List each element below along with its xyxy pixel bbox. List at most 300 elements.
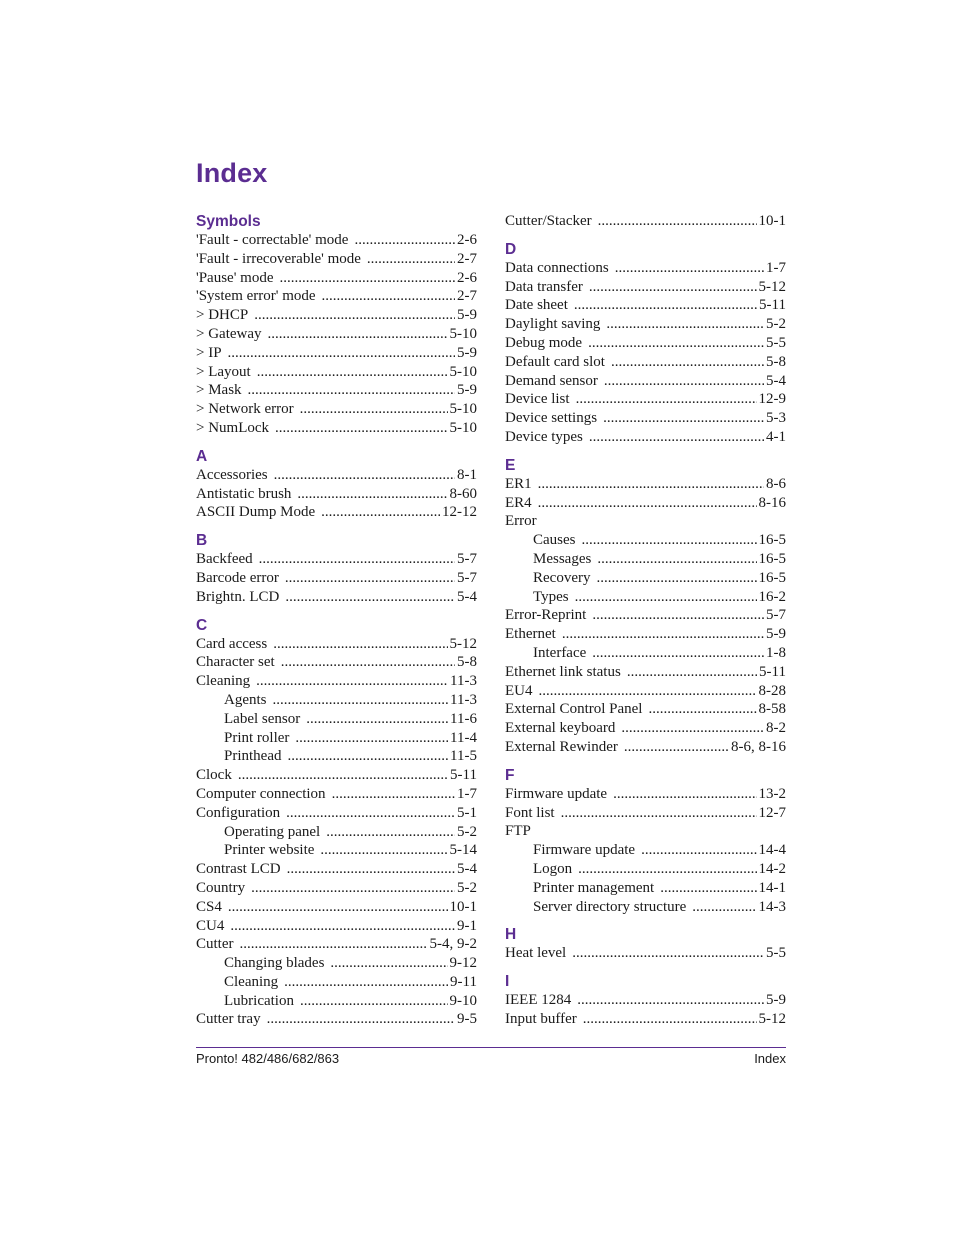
page-footer <box>196 1051 786 1066</box>
dot-leader <box>621 719 764 738</box>
entry-page-ref: 2-7 <box>457 250 477 267</box>
entry-page-ref: 5-8 <box>766 353 786 370</box>
entry-term: Types <box>533 588 569 605</box>
entry-page-ref: 11-3 <box>450 673 477 690</box>
index-entry <box>505 700 786 719</box>
dot-leader <box>615 259 764 278</box>
entry-page-ref: 5-2 <box>457 879 477 896</box>
dot-leader <box>648 700 756 719</box>
entry-term: Cutter tray <box>196 1011 261 1028</box>
index-subentry <box>196 729 477 748</box>
index-entry <box>196 231 477 250</box>
entry-page-ref: 8-1 <box>457 466 477 483</box>
entry-page-ref: 9-12 <box>449 955 477 972</box>
entry-term: Printer management <box>533 879 655 896</box>
dot-leader <box>575 588 757 607</box>
entry-term: Printer website <box>224 842 315 859</box>
index-entry <box>196 785 477 804</box>
dot-leader <box>320 841 447 860</box>
entry-term: FTP <box>505 823 531 840</box>
dot-leader <box>354 231 455 250</box>
index-subentry <box>196 747 477 766</box>
entry-term: Card access <box>196 635 268 652</box>
index-entry <box>196 898 477 917</box>
entry-term: Backfeed <box>196 551 253 568</box>
dot-leader <box>641 841 756 860</box>
index-subentry <box>196 992 477 1011</box>
entry-page-ref: 5-5 <box>766 945 786 962</box>
dot-leader <box>259 550 455 569</box>
dot-leader <box>287 860 455 879</box>
entry-term: Cleaning <box>196 673 251 690</box>
dot-leader <box>248 381 455 400</box>
entry-term: > Layout <box>196 363 251 380</box>
entry-page-ref: 5-9 <box>766 626 786 643</box>
index-subentry <box>196 841 477 860</box>
entry-page-ref: 12-12 <box>442 504 477 521</box>
entry-term: Messages <box>533 550 592 567</box>
index-entry <box>505 390 786 409</box>
entry-page-ref: 5-8 <box>457 654 477 671</box>
dot-leader <box>230 917 455 936</box>
entry-term: Font list <box>505 804 555 821</box>
entry-term: External keyboard <box>505 720 616 737</box>
dot-leader <box>597 550 756 569</box>
entry-term: Cutter/Stacker <box>505 213 592 229</box>
entry-page-ref: 11-4 <box>450 729 477 746</box>
index-entry <box>505 315 786 334</box>
dot-leader <box>295 729 448 748</box>
dot-leader <box>284 973 448 992</box>
index-entry <box>505 428 786 447</box>
entry-page-ref: 5-11 <box>759 297 786 314</box>
index-subentry <box>505 898 786 917</box>
entry-page-ref: 2-6 <box>457 232 477 248</box>
index-entry <box>505 353 786 372</box>
entry-term: Device settings <box>505 410 598 427</box>
index-section <box>505 972 786 1029</box>
dot-leader <box>330 954 447 973</box>
dot-leader <box>603 409 764 428</box>
index-entry <box>196 400 477 419</box>
index-subentry <box>505 841 786 860</box>
index-entry <box>505 625 786 644</box>
entry-term: Default card slot <box>505 353 605 370</box>
index-entry <box>505 719 786 738</box>
entry-term: Input buffer <box>505 1010 577 1027</box>
dot-leader <box>613 785 756 804</box>
index-subentry <box>505 588 786 607</box>
index-section <box>196 616 477 1030</box>
entry-page-ref: 5-3 <box>766 410 786 427</box>
entry-page-ref: 12-7 <box>758 804 786 821</box>
entry-page-ref: 14-2 <box>758 860 786 877</box>
dot-leader <box>275 419 447 438</box>
entry-term: EU4 <box>505 682 533 699</box>
index-entry <box>196 879 477 898</box>
index-entry <box>196 466 477 485</box>
entry-term: Cleaning <box>224 973 279 990</box>
entry-term: Antistatic brush <box>196 485 292 502</box>
entry-page-ref: 5-7 <box>457 569 477 586</box>
index-entry <box>196 287 477 306</box>
entry-page-ref: 1-8 <box>766 644 786 661</box>
entry-term: Configuration <box>196 804 281 821</box>
section-heading: B <box>196 532 208 550</box>
entry-page-ref: 16-5 <box>758 550 786 567</box>
entry-page-ref: 5-2 <box>457 823 477 840</box>
entry-page-ref: 1-7 <box>457 785 477 802</box>
dot-leader <box>238 766 448 785</box>
dot-leader <box>332 785 455 804</box>
dot-leader <box>577 991 764 1010</box>
entry-page-ref: 5-10 <box>449 419 477 436</box>
entry-page-ref: 5-14 <box>449 842 477 859</box>
index-entry <box>505 991 786 1010</box>
index-entry <box>196 550 477 569</box>
entry-page-ref: 4-1 <box>766 428 786 445</box>
dot-leader <box>228 898 448 917</box>
dot-leader <box>228 344 455 363</box>
dot-leader <box>572 944 764 963</box>
index-subentry <box>505 550 786 569</box>
entry-term: Debug mode <box>505 334 583 351</box>
dot-leader <box>562 625 764 644</box>
entry-page-ref: 5-4 <box>457 861 477 878</box>
entry-page-ref: 5-12 <box>449 635 477 652</box>
index-subentry <box>505 531 786 550</box>
entry-term: > Network error <box>196 401 294 418</box>
entry-page-ref: 14-1 <box>758 879 786 896</box>
dot-leader <box>297 485 447 504</box>
dot-leader <box>592 606 764 625</box>
index-entry <box>196 381 477 400</box>
entry-page-ref: 5-12 <box>758 1010 786 1027</box>
index-entry <box>505 682 786 701</box>
entry-term: Heat level <box>505 945 567 962</box>
entry-term: Server directory structure <box>533 898 687 915</box>
index-section <box>196 447 477 522</box>
index-section <box>196 212 477 438</box>
dot-leader <box>306 710 448 729</box>
dot-leader <box>624 738 729 757</box>
dot-leader <box>300 400 448 419</box>
entry-page-ref: 11-5 <box>450 748 477 765</box>
index-entry <box>505 804 786 823</box>
index-subentry <box>196 823 477 842</box>
dot-leader <box>627 663 757 682</box>
entry-page-ref: 5-9 <box>457 344 477 361</box>
dot-leader <box>254 306 455 325</box>
entry-page-ref: 5-1 <box>457 804 477 821</box>
entry-term: External Control Panel <box>505 701 643 718</box>
dot-leader <box>326 823 455 842</box>
dot-leader <box>285 569 455 588</box>
entry-term: ER1 <box>505 475 532 492</box>
dot-leader <box>539 682 757 701</box>
dot-leader <box>257 363 448 382</box>
index-entry <box>196 419 477 438</box>
index-entry <box>505 606 786 625</box>
entry-term: Causes <box>533 532 576 549</box>
index-subentry <box>505 879 786 898</box>
footer-section-name: Index <box>754 1051 786 1066</box>
entry-term: Date sheet <box>505 297 568 314</box>
entry-term: CS4 <box>196 898 222 915</box>
entry-page-ref: 16-2 <box>758 588 786 605</box>
index-entry <box>505 296 786 315</box>
entry-page-ref: 10-1 <box>758 213 786 229</box>
entry-term: Cutter <box>196 936 234 953</box>
page-title: Index <box>196 158 268 188</box>
dot-leader <box>273 691 449 710</box>
entry-page-ref: 8-6, 8-16 <box>731 738 786 755</box>
index-entry <box>196 569 477 588</box>
section-heading: A <box>196 447 208 465</box>
entry-term: > DHCP <box>196 307 249 324</box>
entry-term: > IP <box>196 344 222 361</box>
entry-page-ref: 5-4 <box>766 372 786 389</box>
dot-leader <box>598 212 757 231</box>
entry-term: Country <box>196 879 246 896</box>
entry-page-ref: 5-9 <box>457 307 477 324</box>
index-section <box>505 925 786 963</box>
entry-term: External Rewinder <box>505 738 618 755</box>
index-subentry <box>196 710 477 729</box>
dot-leader <box>561 804 757 823</box>
section-heading: C <box>196 616 208 634</box>
entry-term: Device list <box>505 391 570 408</box>
dot-leader <box>279 269 455 288</box>
entry-page-ref: 5-9 <box>457 382 477 399</box>
entry-page-ref: 11-3 <box>450 691 477 708</box>
dot-leader <box>274 466 455 485</box>
entry-term: CU4 <box>196 917 225 934</box>
entry-term: Changing blades <box>224 955 325 972</box>
dot-leader <box>660 879 756 898</box>
index-entry <box>505 334 786 353</box>
index-entry <box>196 588 477 607</box>
index-entry <box>505 1010 786 1029</box>
entry-term: 'Fault - irrecoverable' mode <box>196 250 361 267</box>
entry-term: 'System error' mode <box>196 288 316 305</box>
dot-leader <box>574 296 757 315</box>
entry-page-ref: 5-10 <box>449 325 477 342</box>
index-subentry <box>196 973 477 992</box>
section-heading: D <box>505 240 517 258</box>
entry-term: Computer connection <box>196 785 326 802</box>
entry-page-ref: 5-10 <box>449 363 477 380</box>
index-entry <box>196 635 477 654</box>
index-entry <box>196 860 477 879</box>
entry-page-ref: 5-5 <box>766 334 786 351</box>
dot-leader <box>273 635 447 654</box>
index-entry <box>196 250 477 269</box>
index-entry <box>505 944 786 963</box>
dot-leader <box>596 569 756 588</box>
footer-divider <box>196 1047 786 1048</box>
index-entry <box>505 494 786 513</box>
entry-page-ref: 5-12 <box>758 278 786 295</box>
entry-term: Daylight saving <box>505 316 601 333</box>
entry-term: Agents <box>224 691 267 708</box>
entry-term: Contrast LCD <box>196 861 281 878</box>
dot-leader <box>321 503 440 522</box>
index-subentry <box>505 644 786 663</box>
index-entry <box>505 278 786 297</box>
entry-term: Data transfer <box>505 278 583 295</box>
section-heading: H <box>505 926 517 944</box>
entry-page-ref: 10-1 <box>449 898 477 915</box>
index-entry <box>196 653 477 672</box>
entry-page-ref: 5-4, 9-2 <box>429 936 477 953</box>
entry-page-ref: 1-7 <box>766 259 786 276</box>
dot-leader <box>300 992 448 1011</box>
entry-page-ref: 9-10 <box>449 992 477 1009</box>
entry-term: Firmware update <box>505 785 608 802</box>
dot-leader <box>538 475 764 494</box>
entry-page-ref: 9-11 <box>450 973 477 990</box>
index-entry <box>196 306 477 325</box>
entry-page-ref: 16-5 <box>758 532 786 549</box>
entry-page-ref: 5-11 <box>759 663 786 680</box>
entry-page-ref: 8-6 <box>766 475 786 492</box>
index-entry <box>196 766 477 785</box>
dot-leader <box>538 494 757 513</box>
index-entry <box>196 804 477 823</box>
dot-leader <box>611 353 764 372</box>
index-entry <box>505 663 786 682</box>
entry-page-ref: 5-10 <box>449 401 477 418</box>
index-entry <box>505 409 786 428</box>
entry-page-ref: 5-7 <box>766 607 786 624</box>
dot-leader <box>286 804 455 823</box>
index-subentry <box>196 691 477 710</box>
index-section <box>505 212 786 231</box>
entry-term: > Gateway <box>196 325 262 342</box>
entry-term: ASCII Dump Mode <box>196 504 316 521</box>
index-entry <box>196 344 477 363</box>
entry-page-ref: 14-4 <box>758 842 786 859</box>
entry-page-ref: 16-5 <box>758 569 786 586</box>
index-entry <box>196 363 477 382</box>
index-entry <box>196 1010 477 1029</box>
entry-term: Data connections <box>505 259 609 276</box>
entry-page-ref: 9-5 <box>457 1011 477 1028</box>
entry-term: Operating panel <box>224 823 321 840</box>
entry-term: ER4 <box>505 494 532 511</box>
entry-page-ref: 8-2 <box>766 720 786 737</box>
index-entry <box>196 503 477 522</box>
entry-page-ref: 9-1 <box>457 917 477 934</box>
entry-term: Interface <box>533 644 587 661</box>
entry-term: Recovery <box>533 569 591 586</box>
dot-leader <box>604 372 764 391</box>
index-entry <box>505 212 786 231</box>
index-section <box>196 531 477 606</box>
index-entry <box>505 738 786 757</box>
index-entry <box>196 917 477 936</box>
index-entry <box>505 822 786 841</box>
dot-leader <box>240 935 428 954</box>
index-subentry <box>196 954 477 973</box>
dot-leader <box>251 879 455 898</box>
dot-leader <box>281 653 455 672</box>
dot-leader <box>285 588 455 607</box>
index-entry <box>505 512 786 531</box>
index-entry <box>505 372 786 391</box>
entry-term: Clock <box>196 767 232 784</box>
section-heading: I <box>505 973 510 991</box>
index-entry <box>196 485 477 504</box>
dot-leader <box>592 644 764 663</box>
entry-term: Label sensor <box>224 710 301 727</box>
entry-term: Error <box>505 513 537 530</box>
dot-leader <box>582 531 757 550</box>
entry-term: Error-Reprint <box>505 607 587 624</box>
entry-term: Ethernet <box>505 626 556 643</box>
dot-leader <box>267 1010 455 1029</box>
index-subentry <box>505 569 786 588</box>
entry-page-ref: 8-28 <box>758 682 786 699</box>
entry-term: Ethernet link status <box>505 663 621 680</box>
entry-page-ref: 2-7 <box>457 288 477 305</box>
entry-term: 'Fault - correctable' mode <box>196 232 349 248</box>
entry-term: Logon <box>533 860 573 877</box>
entry-page-ref: 8-60 <box>449 485 477 502</box>
entry-page-ref: 5-4 <box>457 588 477 605</box>
footer-product-name: Pronto! 482/486/682/863 <box>196 1051 340 1066</box>
index-section <box>505 766 786 917</box>
entry-page-ref: 12-9 <box>758 391 786 408</box>
dot-leader <box>583 1010 757 1029</box>
index-entry <box>196 325 477 344</box>
entry-term: > NumLock <box>196 419 270 436</box>
entry-term: Device types <box>505 428 583 445</box>
entry-page-ref: 5-9 <box>766 992 786 1009</box>
entry-term: IEEE 1284 <box>505 992 572 1009</box>
dot-leader <box>578 860 756 879</box>
index-section <box>505 456 786 757</box>
dot-leader <box>589 428 764 447</box>
entry-page-ref: 2-6 <box>457 269 477 286</box>
entry-page-ref: 8-16 <box>758 494 786 511</box>
index-entry <box>196 935 477 954</box>
index-entry <box>505 259 786 278</box>
index-entry <box>505 475 786 494</box>
entry-term: Firmware update <box>533 842 636 859</box>
section-heading: E <box>505 456 516 474</box>
entry-term: Character set <box>196 654 275 671</box>
entry-page-ref: 5-7 <box>457 551 477 568</box>
index-entry <box>505 785 786 804</box>
entry-page-ref: 5-11 <box>450 767 477 784</box>
entry-term: > Mask <box>196 382 242 399</box>
entry-term: Print roller <box>224 729 290 746</box>
dot-leader <box>692 898 756 917</box>
section-heading: F <box>505 766 515 784</box>
entry-page-ref: 14-3 <box>758 898 786 915</box>
entry-term: Printhead <box>224 748 282 765</box>
entry-page-ref: 8-58 <box>758 701 786 718</box>
entry-term: Barcode error <box>196 569 279 586</box>
dot-leader <box>589 278 757 297</box>
dot-leader <box>256 672 448 691</box>
entry-page-ref: 11-6 <box>450 710 477 727</box>
dot-leader <box>588 334 764 353</box>
entry-page-ref: 13-2 <box>758 785 786 802</box>
dot-leader <box>268 325 448 344</box>
